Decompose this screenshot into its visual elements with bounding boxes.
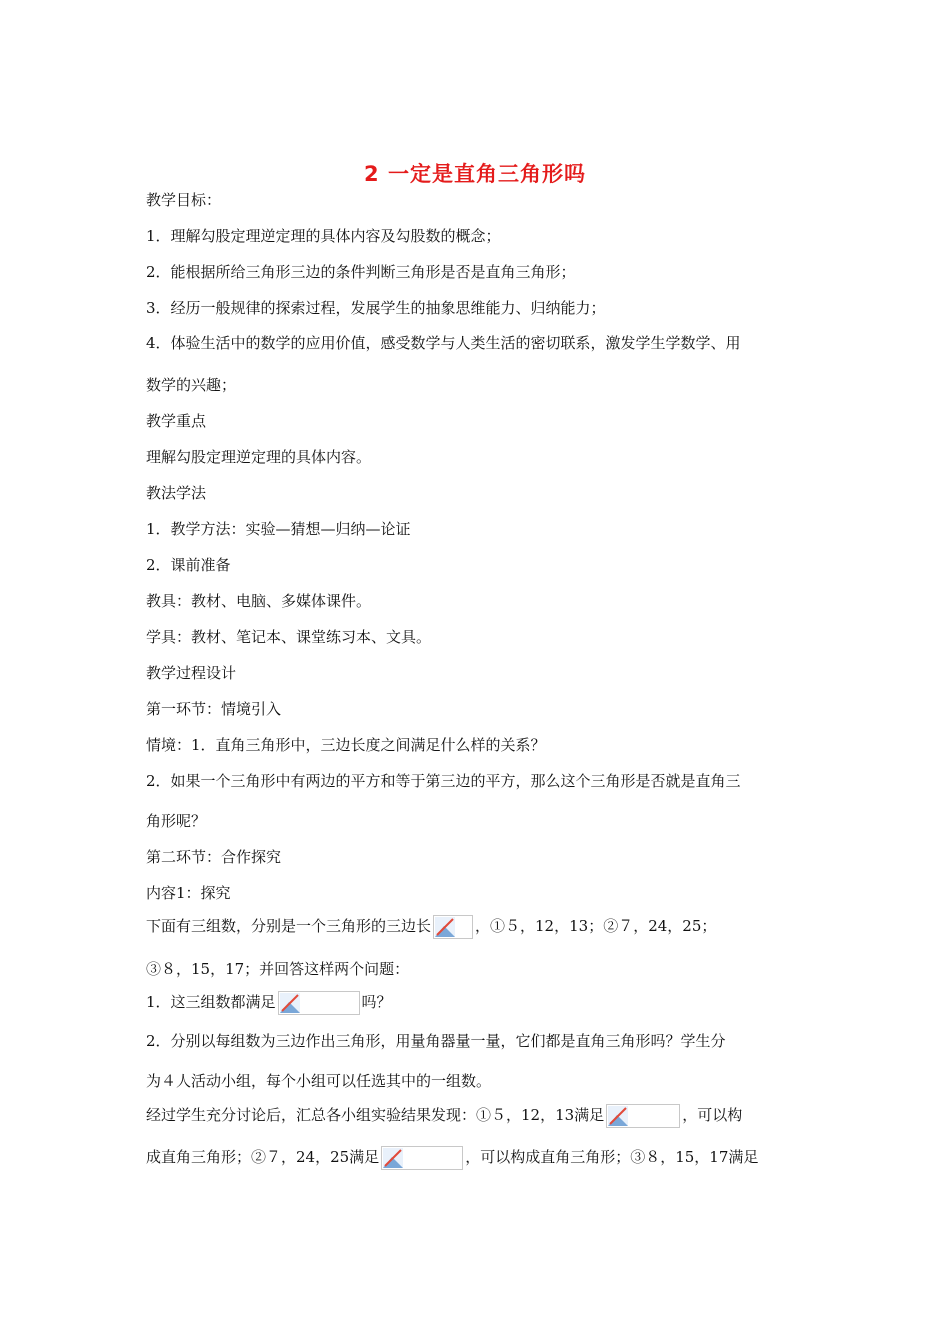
section-heading: 教学过程设计 — [146, 664, 237, 682]
text-segment: ，可以构 — [682, 1106, 743, 1124]
text-line: 为４人活动小组，每个小组可以任选其中的一组数。 — [146, 1072, 492, 1090]
text-line: 教具：教材、电脑、多媒体课件。 — [146, 592, 372, 610]
text-line — [146, 1104, 742, 1128]
formula-image — [381, 1146, 463, 1170]
text-segment: ，可以构成直角三角形；③８，15，17满足 — [465, 1148, 759, 1166]
text-line — [146, 1146, 758, 1170]
text-segment: 经过学生充分讨论后，汇总各小组实验结果发现：①５，12，13满足 — [146, 1106, 605, 1124]
text-line: ③８，15，17；并回答这样两个问题： — [146, 960, 410, 978]
text-line — [146, 915, 716, 939]
page-title: 2 一定是直角三角形吗 — [364, 162, 586, 186]
formula-image — [433, 915, 473, 939]
text-line: 情境：1．直角三角形中，三边长度之间满足什么样的关系？ — [146, 736, 546, 754]
formula-image — [278, 991, 360, 1015]
broken-image-icon — [435, 917, 455, 937]
text-line: 理解勾股定理逆定理的具体内容。 — [146, 448, 372, 466]
broken-image-icon — [280, 993, 300, 1013]
text-line: 4．体验生活中的数学的应用价值，感受数学与人类生活的密切联系，激发学生学数学、用 — [146, 334, 741, 352]
text-line: 第一环节：情境引入 — [146, 700, 282, 718]
section-heading: 第二环节：合作探究 — [146, 848, 282, 866]
text-line: 角形呢？ — [146, 812, 207, 830]
text-line: 2．分别以每组数为三边作出三角形，用量角器量一量，它们都是直角三角形吗？学生分 — [146, 1032, 726, 1050]
formula-image — [606, 1104, 680, 1128]
text-line: 1．教学方法：实验—猜想—归纳—论证 — [146, 520, 411, 538]
text-segment: 吗？ — [361, 993, 392, 1011]
text-segment: 1．这三组数都满足 — [146, 993, 276, 1011]
text-line — [146, 991, 392, 1015]
text-segment: ，①５，12，13；②７，24，25； — [475, 917, 717, 935]
text-line: 数学的兴趣； — [146, 376, 237, 394]
text-segment: 下面有三组数，分别是一个三角形的三边长 — [146, 917, 432, 935]
text-segment: 成直角三角形；②７，24，25满足 — [146, 1148, 380, 1166]
text-line: 3．经历一般规律的探索过程，发展学生的抽象思维能力、归纳能力； — [146, 299, 606, 317]
broken-image-icon — [383, 1148, 403, 1168]
text-line: 1．理解勾股定理逆定理的具体内容及勾股数的概念； — [146, 227, 501, 245]
section-heading: 教学重点 — [146, 412, 207, 430]
broken-image-icon — [608, 1106, 628, 1126]
text-line: 2．如果一个三角形中有两边的平方和等于第三边的平方，那么这个三角形是否就是直角三 — [146, 772, 741, 790]
text-line: 学具：教材、笔记本、课堂练习本、文具。 — [146, 628, 432, 646]
section-heading: 教法学法 — [146, 484, 207, 502]
text-line: 2．能根据所给三角形三边的条件判断三角形是否是直角三角形； — [146, 263, 576, 281]
text-line: 2．课前准备 — [146, 556, 231, 574]
text-line: 内容1：探究 — [146, 884, 231, 902]
text-line: 教学目标： — [146, 191, 222, 209]
